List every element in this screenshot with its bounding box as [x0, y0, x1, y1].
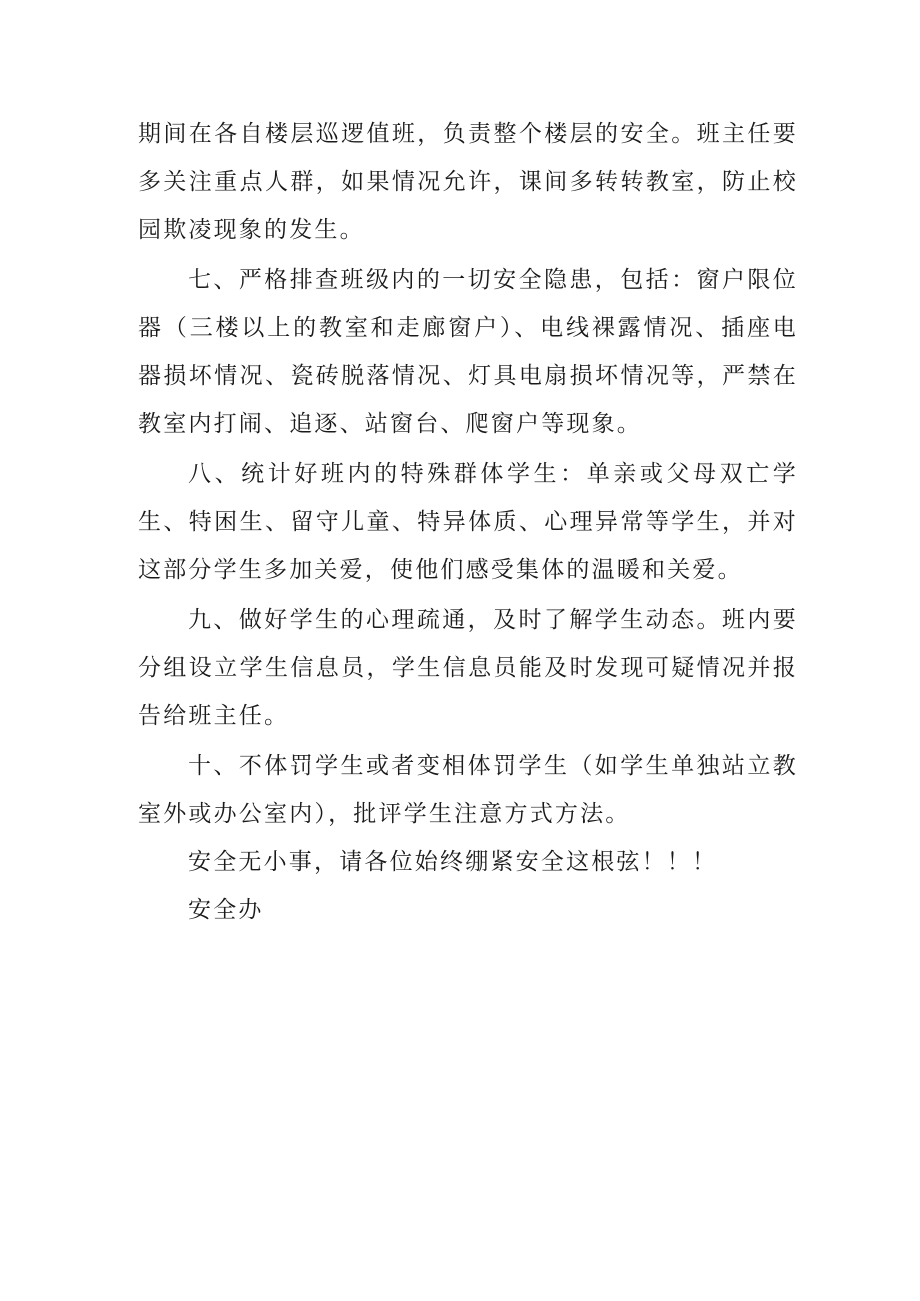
document-page [138, 110, 798, 934]
paragraph-item-8: 八、统计好班内的特殊群体学生：单亲或父母双亡学生、特困生、留守儿童、特异体质、心理异常等学生，并对这部分学生多加关爱，使他们感受集体的温暖和关爱。 [138, 461, 798, 583]
paragraph-item-9: 九、做好学生的心理疏通，及时了解学生动态。班内要分组设立学生信息员，学生信息员能及时发现可疑情况并报告给班主任。 [138, 607, 798, 729]
signature: 安全办 [188, 897, 264, 923]
paragraph-continuation: 期间在各自楼层巡逻值班，负责整个楼层的安全。班主任要多关注重点人群，如果情况允许，课间多转转教室，防止校园欺凌现象的发生。 [138, 121, 798, 243]
paragraph-item-7: 七、严格排查班级内的一切安全隐患，包括：窗户限位器（三楼以上的教室和走廊窗户）、电线裸露情况、插座电器损坏情况、瓷砖脱落情况、灯具电扇损坏情况等，严禁在教室内打闹、追逐、站窗台、爬窗户等现象。 [138, 267, 798, 437]
closing-remark: 安全无小事，请各位始终绷紧安全这根弦！！！ [188, 849, 718, 875]
paragraph-item-10: 十、不体罚学生或者变相体罚学生（如学生单独站立教室外或办公室内），批评学生注意方式方法。 [138, 753, 798, 827]
